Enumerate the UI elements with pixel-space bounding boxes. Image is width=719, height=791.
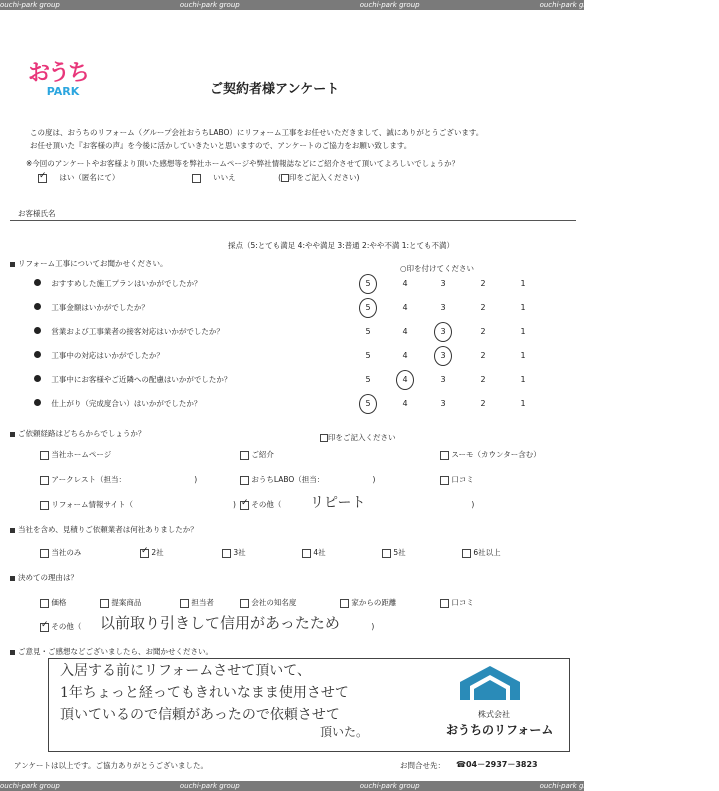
section2-heading: ご依頼経路はどちらからでしょうか？ xyxy=(10,428,145,439)
route-reform-site[interactable]: リフォーム情報サイト（ ) xyxy=(40,499,236,510)
route-other-answer: リピート xyxy=(310,495,366,511)
bullet-icon xyxy=(34,303,41,310)
phone-number: ☎04－2937－3823 xyxy=(456,760,538,769)
route-arcrest[interactable]: アークレスト（担当： ) xyxy=(40,474,197,485)
rating-option[interactable]: 1 xyxy=(520,327,526,336)
section2-mark-note: 印をご記入ください xyxy=(320,432,396,443)
mark-hint-box xyxy=(281,174,289,182)
rating-option[interactable]: 5 xyxy=(365,375,371,384)
rating-option[interactable]: 2 xyxy=(480,327,486,336)
reason-option[interactable]: 担当者 xyxy=(180,597,214,608)
rating-question: おすすめした施工プランはいかがでしたか？ xyxy=(34,278,201,289)
rating-option[interactable]: 4 xyxy=(402,351,408,360)
rating-question: 仕上がり（完成度合い）はいかがでしたか？ xyxy=(34,398,201,409)
publish-question: ※今回のアンケートやお客様より頂いた感想等を弊社ホームページや弊社情報誌などにご紹介させて頂いてよろしいでしょうか？ xyxy=(26,159,460,168)
rating-option[interactable]: 2 xyxy=(480,279,486,288)
rating-option[interactable]: 5 xyxy=(365,303,371,312)
rating-option[interactable]: 5 xyxy=(365,279,371,288)
bullet-icon xyxy=(34,327,41,334)
comment-text: 入居する前にリフォームさせて頂いて、 1年ちょっと経ってもきれいなまま使用させて 頂いているので信頼があったので依頼させて 頂いた。 xyxy=(60,663,369,739)
contact-label: お問合せ先： xyxy=(400,761,445,770)
top-band: ouchi-park group ouchi-park group ouchi-park group ouchi-park group xyxy=(0,1,600,9)
selected-circle xyxy=(359,394,377,414)
page-title: ご契約者様アンケート xyxy=(210,82,340,97)
bottom-band: ouchi-park group ouchi-park group ouchi-park group ouchi-park group xyxy=(0,782,600,790)
rating-option[interactable]: 5 xyxy=(365,327,371,336)
reason-option[interactable]: 会社の知名度 xyxy=(240,597,296,608)
rating-option[interactable]: 3 xyxy=(440,327,446,336)
bullet-icon xyxy=(34,351,41,358)
rating-option[interactable]: 1 xyxy=(520,303,526,312)
section1-mark-note: ○印を付けてください xyxy=(400,264,475,273)
route-other[interactable]: ✓ その他（ ) xyxy=(241,497,475,509)
vendor-count-option[interactable]: 4社 xyxy=(302,547,326,558)
rating-option[interactable]: 2 xyxy=(480,303,486,312)
route-kuchikomi[interactable]: 口コミ xyxy=(440,474,474,485)
rating-option[interactable]: 4 xyxy=(402,279,408,288)
customer-name-label: お客様氏名 xyxy=(18,209,56,218)
selected-circle xyxy=(434,346,452,366)
route-referral[interactable]: ご紹介 xyxy=(240,449,274,460)
route-hp[interactable]: 当社ホームページ xyxy=(40,449,111,460)
rating-option[interactable]: 1 xyxy=(520,279,526,288)
reason-option[interactable]: 提案商品 xyxy=(100,597,141,608)
name-line xyxy=(10,220,576,221)
section5-heading: ご意見・ご感想などございましたら、お聞かせください。 xyxy=(10,646,213,657)
vendor-count-option[interactable]: ✓ 2社 xyxy=(141,545,164,557)
reason-option[interactable]: 家からの距離 xyxy=(340,597,396,608)
bullet-icon xyxy=(34,399,41,406)
rating-option[interactable]: 1 xyxy=(520,399,526,408)
company-name: おうちのリフォーム xyxy=(446,723,554,737)
publish-options: ✓ はい（匿名にて） いいえ ( 印をご記入ください) xyxy=(39,170,360,182)
vendor-count-option[interactable]: 当社のみ xyxy=(40,547,81,558)
rating-option[interactable]: 5 xyxy=(365,351,371,360)
rating-option[interactable]: 4 xyxy=(402,399,408,408)
vendor-count-option[interactable]: 6社以上 xyxy=(462,547,501,558)
rating-option[interactable]: 4 xyxy=(402,327,408,336)
rating-option[interactable]: 3 xyxy=(440,399,446,408)
scale-legend: 採点（5:とても満足 4:やや満足 3:普通 2:やや不満 1:とても不満） xyxy=(228,241,455,250)
ouchi-park-logo: おうち PARK xyxy=(28,61,89,98)
rating-option[interactable]: 3 xyxy=(440,279,446,288)
rating-option[interactable]: 4 xyxy=(402,303,408,312)
rating-option[interactable]: 3 xyxy=(440,375,446,384)
rating-option[interactable]: 4 xyxy=(402,375,408,384)
rating-question: 工事中にお客様やご近隣への配慮はいかがでしたか？ xyxy=(34,374,231,385)
bullet-icon xyxy=(34,375,41,382)
vendor-count-option[interactable]: 5社 xyxy=(382,547,406,558)
intro-text: この度は、おうちのリフォーム（グループ会社おうちLABO）にリフォーム工事をお任せいただきまして、誠にありがとうございます。 お任せ頂いた『お客様の声』を今後に活かしていきたいと思いますので、アンケートのご協力をお願い致します。 xyxy=(30,128,484,150)
reason-option[interactable]: 口コミ xyxy=(440,597,474,608)
footer-thanks: アンケートは以上です。ご協力ありがとうございました。 xyxy=(14,761,208,770)
rating-option[interactable]: 3 xyxy=(440,303,446,312)
route-suumo[interactable]: スーモ（カウンター含む） xyxy=(440,449,541,460)
bullet-icon xyxy=(34,279,41,286)
section4-heading: 決めての理由は？ xyxy=(10,572,78,583)
selected-circle xyxy=(359,298,377,318)
checkbox-no[interactable] xyxy=(192,174,201,183)
house-icon xyxy=(450,662,540,704)
reason-other[interactable]: ✓ その他（ ) xyxy=(41,619,375,631)
checkbox-yes[interactable]: ✓ xyxy=(39,170,47,181)
selected-circle xyxy=(396,370,414,390)
rating-option[interactable]: 2 xyxy=(480,351,486,360)
rating-question: 工事金額はいかがでしたか？ xyxy=(34,302,149,313)
rating-question: 営業および工事業者の接客対応はいかがでしたか？ xyxy=(34,326,224,337)
reason-option[interactable]: 価格 xyxy=(40,597,66,608)
selected-circle xyxy=(434,322,452,342)
rating-option[interactable]: 2 xyxy=(480,375,486,384)
company-type: 株式会社 xyxy=(478,710,510,719)
rating-option[interactable]: 2 xyxy=(480,399,486,408)
rating-question: 工事中の対応はいかがでしたか？ xyxy=(34,350,164,361)
section1-heading: リフォーム工事についてお聞かせください。 xyxy=(10,258,167,269)
rating-option[interactable]: 3 xyxy=(440,351,446,360)
company-logo xyxy=(450,662,540,708)
rating-option[interactable]: 1 xyxy=(520,375,526,384)
rating-option[interactable]: 1 xyxy=(520,351,526,360)
reason-other-answer: 以前取り引きして信用があったため xyxy=(100,614,340,632)
vendor-count-option[interactable]: 3社 xyxy=(222,547,246,558)
selected-circle xyxy=(359,274,377,294)
route-ouchilabo[interactable]: おうちLABO（担当： ) xyxy=(240,474,375,485)
section3-heading: 当社を含め、見積りご依頼業者は何社ありましたか？ xyxy=(10,524,198,535)
rating-option[interactable]: 5 xyxy=(365,399,371,408)
